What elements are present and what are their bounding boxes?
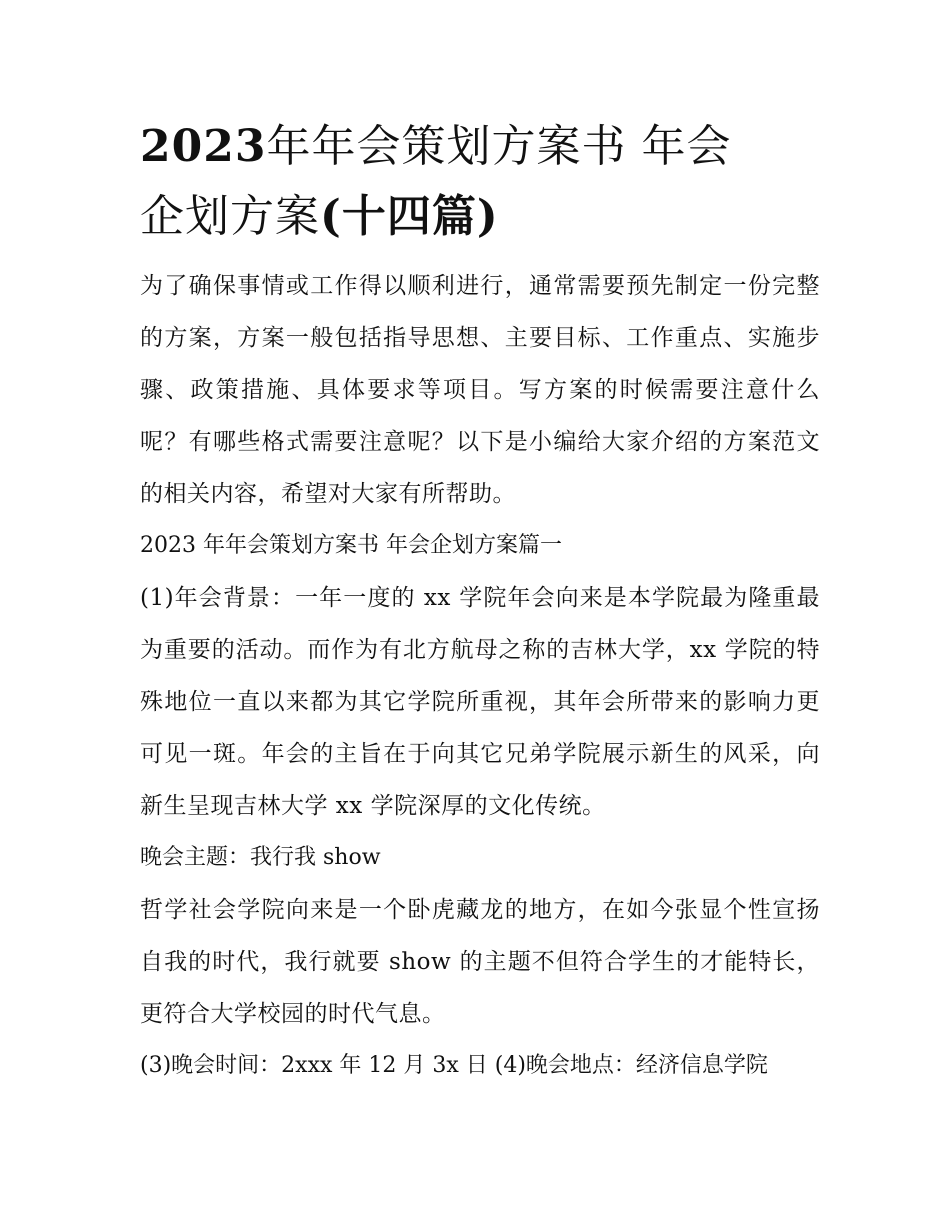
title-line2: 企划方案 [140, 191, 320, 242]
intro-paragraph: 为了确保事情或工作得以顺利进行，通常需要预先制定一份完整的方案，方案一般包括指导思想、主要目标、工作重点、实施步骤、政策措施、具体要求等项目。写方案的时候需要注意什么呢？有哪些格式需要注意呢？以下是小编给大家介绍的方案范文的相关内容，希望对大家有所帮助。 [140, 273, 820, 507]
document-title [140, 112, 820, 252]
title-line1: 年年会策划方案书 年会 [266, 121, 732, 172]
theme-description: 哲学社会学院向来是一个卧虎藏龙的地方，在如今张显个性宣扬自我的时代，我行就要 show 的主题不但符合学生的才能特长，更符合大学校园的时代气息。 [140, 897, 820, 1027]
title-year: 2023 [140, 121, 267, 172]
document-page [140, 112, 820, 1092]
background-paragraph: (1)年会背景：一年一度的 xx 学院年会向来是本学院最为隆重最为重要的活动。而作为有北方航母之称的吉林大学，xx 学院的特殊地位一直以来都为其它学院所重视，其年会所带来的影响力更可见一斑。年会的主旨在于向其它兄弟学院展示新生的风采，向新生呈现吉林大学 xx 学院深厚的文化传统。 [140, 585, 820, 819]
section-heading: 2023 年年会策划方案书 年会企划方案篇一 [140, 533, 562, 558]
title-paren: (十四篇) [320, 191, 499, 242]
time-place-line: (3)晚会时间：2xxx 年 12 月 3x 日 (4)晚会地点：经济信息学院 [140, 1053, 768, 1078]
theme-line: 晚会主题：我行我 show [140, 845, 381, 870]
